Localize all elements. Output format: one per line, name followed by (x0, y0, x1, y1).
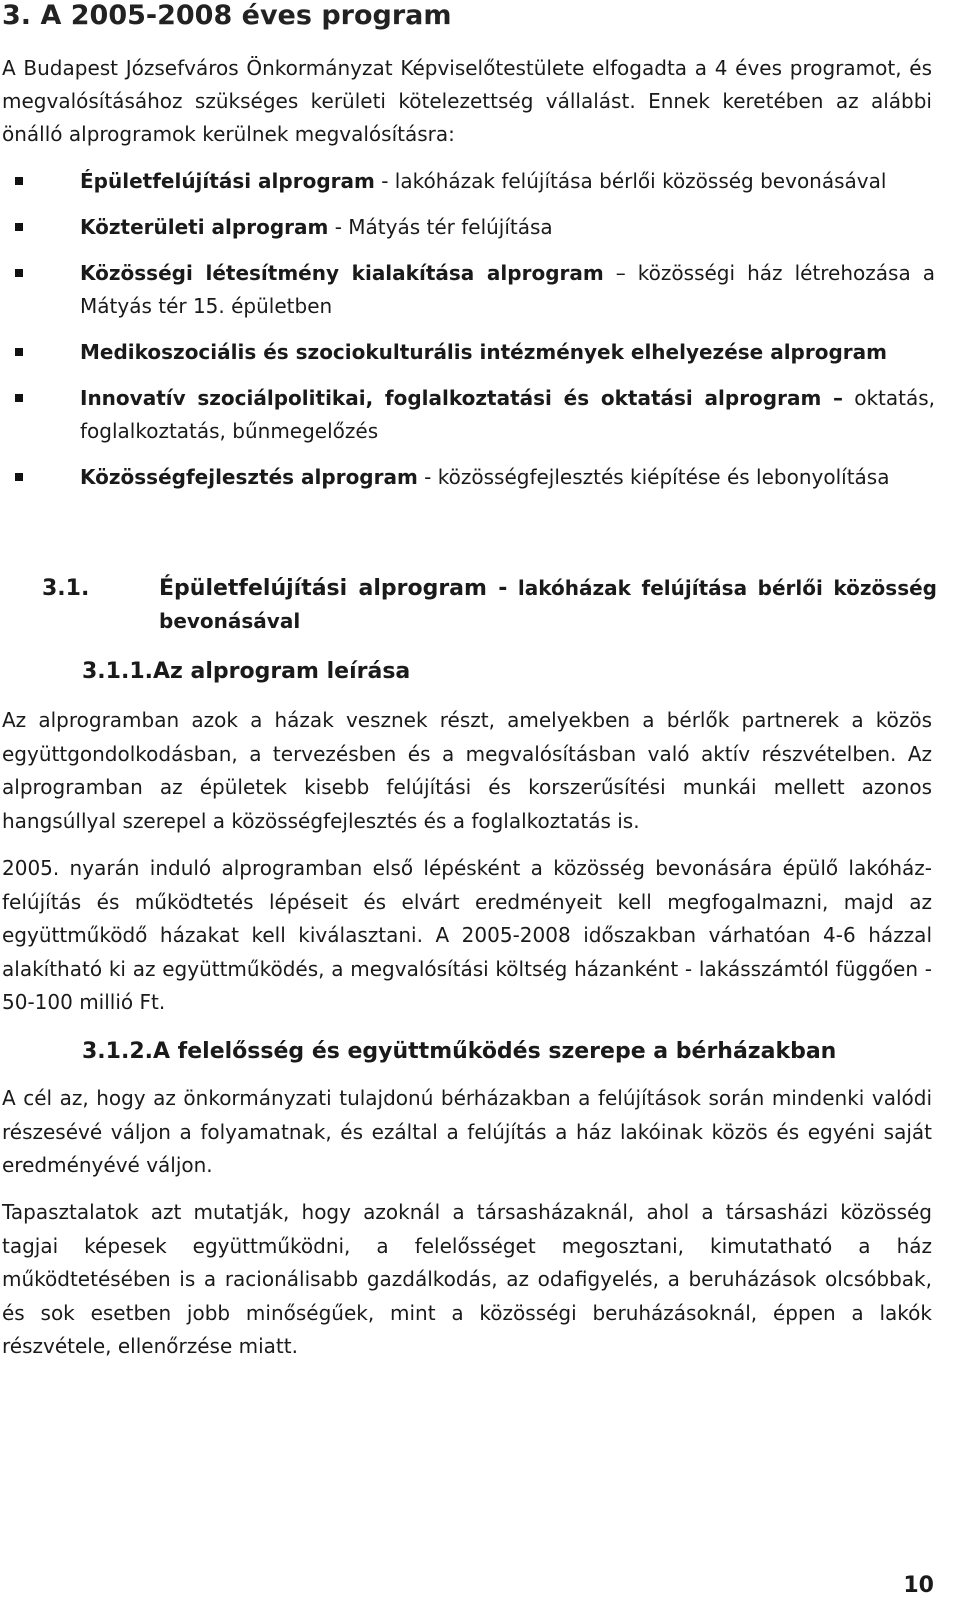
square-bullet-icon (15, 394, 23, 402)
list-item-bold: Közösségfejlesztés alprogram (80, 465, 418, 489)
subsubsection-number: 3.1.1. (82, 659, 153, 684)
square-bullet-icon (15, 473, 23, 481)
subsubsection-title (82, 656, 410, 688)
paragraph: Az alprogramban azok a házak vesznek részt, amelyekben a bérlők partnerek a közös együttgondolkodásban, a tervezésben és a megvalósításban való aktív részvételben. Az alprogramban az épületek kisebb felújítási és korszerűsítési munkái mellett azonos hangsúllyal szerepel a közösségfejlesztés és a foglalkoztatás is. (2, 708, 932, 833)
intro-paragraph: A Budapest Józsefváros Önkormányzat Képviselőtestülete elfogadta a 4 éves programot, és megvalósításához szükséges kerületi kötelezettség vállalást. Ennek keretében az alábbi önálló alprogramok kerülnek megvalósításra: (2, 56, 932, 146)
square-bullet-icon (15, 223, 23, 231)
subsubsection-number: 3.1.2. (82, 1039, 153, 1064)
list-item (0, 336, 935, 369)
subsubsection-title-text: A felelősség és együttműködés szerepe a bérházakban (153, 1039, 837, 1064)
section-title: 3. A 2005-2008 éves program (2, 0, 452, 31)
square-bullet-icon (15, 269, 23, 277)
list-item-bold: Közösségi létesítmény kialakítása alprogram (80, 261, 604, 285)
list-item-bold: Épületfelújítási alprogram (80, 169, 375, 193)
list-item (0, 382, 935, 448)
list-item (0, 257, 935, 323)
list-item-bold: Medikoszociális és szociokulturális intézmények elhelyezése alprogram (80, 340, 887, 364)
subsection-title (159, 572, 937, 638)
subprogram-list (0, 165, 935, 507)
subsection-title-rest: lakóházak felújítása bérlői közösség bevonásával (159, 576, 937, 633)
paragraph: A cél az, hogy az önkormányzati tulajdonú bérházakban a felújítások során mindenki valódi részesévé váljon a folyamatnak, és ezáltal a felújítás a ház lakóinak közös és egyéni saját eredményévé váljon. (2, 1086, 932, 1177)
list-item-text: – közösségi ház létrehozása a Mátyás tér 15. épületben (80, 261, 935, 318)
paragraph: 2005. nyarán induló alprogramban első lépésként a közösség bevonására épülő lakóház-felújítás és működtetés lépéseit és elvárt eredményeit kell megfogalmazni, majd az együttműködő házakat kell kiválasztani. A 2005-2008 időszakban várhatóan 4-6 házzal alakítható ki az együttműködés, a megvalósítási költség házanként - lakásszámtól függően - 50-100 millió Ft. (2, 856, 932, 1014)
list-item-text: oktatás, foglalkoztatás, bűnmegelőzés (80, 386, 935, 443)
subsubsection-title-text: Az alprogram leírása (153, 659, 411, 684)
list-item (0, 461, 935, 494)
square-bullet-icon (15, 177, 23, 185)
subsubsection-title (82, 1036, 836, 1068)
list-item-text: - Mátyás tér felújítása (328, 215, 553, 239)
list-item-text: - lakóházak felújítása bérlői közösség bevonásával (374, 169, 887, 193)
list-item-bold: Közterületi alprogram (80, 215, 329, 239)
paragraph: Tapasztalatok azt mutatják, hogy azoknál a társasházaknál, ahol a társasházi közösség tagjai képesek együttműködni, a felelősséget megosztani, kimutatható a ház működtetésében is a racionálisabb gazdálkodás, az odafigyelés, a beruházások olcsóbbak, és sok esetben jobb minőségűek, mint a közösségi beruházásoknál, éppen a lakók részvétele, ellenőrzése miatt. (2, 1200, 932, 1358)
list-item (0, 211, 935, 244)
page-number: 10 (903, 1573, 934, 1598)
list-item-text: - közösségfejlesztés kiépítése és lebonyolítása (417, 465, 890, 489)
square-bullet-icon (15, 348, 23, 356)
list-item-bold: Innovatív szociálpolitikai, foglalkoztatási és oktatási alprogram – (80, 386, 844, 410)
list-item (0, 165, 935, 198)
subsection-title-main: Épületfelújítási alprogram - (159, 576, 508, 601)
subsection-number: 3.1. (42, 576, 90, 601)
